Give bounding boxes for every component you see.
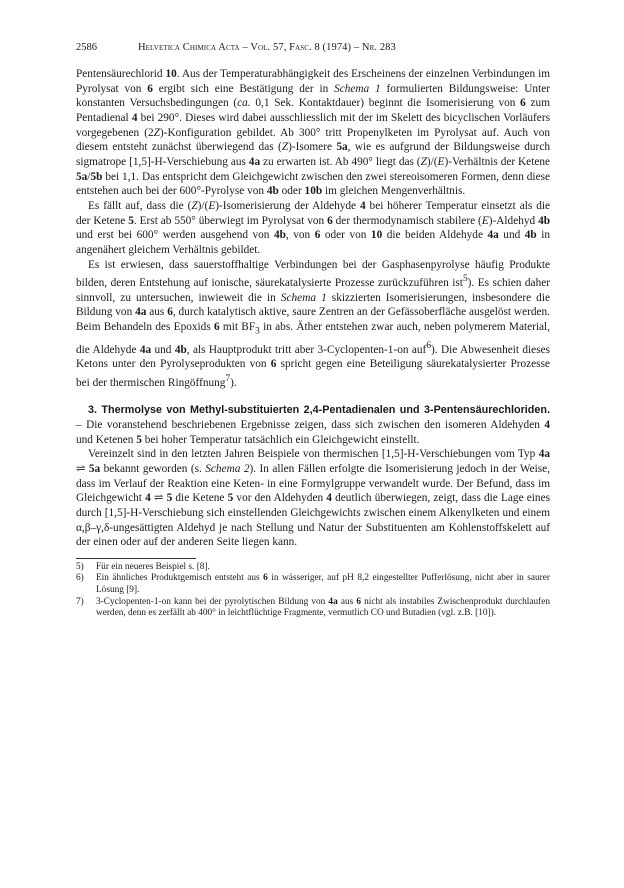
footnote-7 (76, 597, 550, 620)
footnote-text: Ein ähnliches Produktgemisch entsteht aus 6 in wässeriger, auf pH 8,2 eingestellter Pufferlösung, nicht aber in saurer Lösung [9]. (96, 573, 550, 596)
section-3-heading-paragraph: 3. Thermolyse von Methyl-substituierten 2,4-Pentadienalen und 3-Pentensäurechloriden. – Die voranstehend beschriebenen Ergebnisse zeigen, dass sich zwischen den isomeren Aldehyden 4 und Ketenen 5 bei hoher Temperatur tatsächlich ein Gleichgewicht einstellt. (76, 404, 550, 446)
page-number: 2586 (76, 42, 97, 53)
paragraph-4: Vereinzelt sind in den letzten Jahren Beispiele von thermischen [1,5]-H-Verschiebungen vom Typ 4a ⇌ 5a bekannt geworden (s. Schema 2). In allen Fällen erfolgte die Isomerisierung jedoch in der Weise, dass im Verlauf der Reaktion eine Keten- in eine Formylgruppe verwandelt wurde. Der Befund, dass im Gleichgewicht 4 ⇌ 5 die Ketene 5 vor den Aldehyden 4 deutlich überwiegen, zeigt, dass die Lage eines durch [1,5]-H-Verschiebung sich einstellenden Gleichgewichts zwischen einem Alkenylketen und einem α,β–γ,δ-ungesättigten Aldehyd je nach Stellung und Natur der Substituenten am Kohlenstoffskelett auf der einen oder auf der anderen Seite liegen kann. (76, 448, 550, 549)
footnote-5 (76, 562, 550, 574)
running-title: Helvetica Chimica Acta – Vol. 57, Fasc. 8 (1974) – Nr. 283 (138, 42, 396, 53)
footnote-mark: 5) (76, 561, 84, 572)
paragraph-2: Es fällt auf, dass die (Z)/(E)-Isomerisierung der Aldehyde 4 bei höherer Temperatur einsetzt als die der Ketene 5. Erst ab 550° überwiegt im Pyrolysat von 6 der thermodynamisch stabilere (E)-Aldehyd 4b und erst bei 600° werden ausgehend von 4b, von 6 oder von 10 die beiden Aldehyde 4a und 4b in angenähert gleichem Verhältnis gebildet. (76, 199, 550, 256)
footnote-6 (76, 573, 550, 596)
footnote-text: Für ein neueres Beispiel s. [8]. (96, 561, 210, 572)
footnote-mark: 7) (76, 596, 84, 607)
paragraph-3: Es ist erwiesen, dass sauerstoffhaltige Verbindungen bei der Gasphasenpyrolyse häufig Produkte bilden, deren Entstehung auf ionische, säurekatalysierte Prozesse zurückzuführen ist$^5$). Es schien daher sinnvoll, zu untersuchen, inwieweit die in Schema 1 skizzierten Isomerisierungen, insbesondere die Bildung von 4a aus 6, durch katalytisch aktive, saure Zentren an der Gefässoberfläche ausgelöst werden. Beim Behandeln des Epoxids 6 mit $BF_3$ in abs. Äther entstehen zwar auch, neben polymerem Material, die Aldehyde 4a und 4b, als Hauptprodukt tritt aber 3-Cyclopenten-1-on auf$^6$). Die Abwesenheit dieses Ketons unter den Pyrolyseprodukten von 6 spricht gegen eine Beteiligung säurekatalysierter Prozesse bei der thermischen Ringöffnung$^7$). (76, 258, 550, 389)
journal-page (76, 41, 550, 620)
page-header (76, 41, 550, 54)
footnote-divider (76, 558, 196, 559)
paragraph-1: Pentensäurechlorid 10. Aus der Temperaturabhängigkeit des Erscheinens der einzelnen Verbindungen im Pyrolysat von 6 ergibt sich eine Bestätigung der in Schema 1 formulierten Bildungsweise: Unter konstanten Versuchsbedingungen (ca. 0,1 Sek. Kontaktdauer) beginnt die Isomerisierung von 6 zum Pentadienal 4 bei 290°. Dieses wird dabei ausschliesslich mit der im Skelett des bicyclischen Vorläufers vorgegebenen (2Z)-Konfiguration gebildet. Ab 300° tritt Propenylketen im Pyrolysat auf. Auch von diesem entsteht zunächst überwiegend das (Z)-Isomere 5a, wie es aufgrund der Bildungsweise durch sigmatrope [1,5]-H-Verschiebung aus 4a zu erwarten ist. Ab 490° liegt das (Z)/(E)-Verhältnis der Ketene 5a/5b bei 1,1. Das entspricht dem Gleichgewicht zwischen den zwei stereoisomeren Formen, denn diese entstehen auch bei der 600°-Pyrolyse von 4b oder 10b im gleichen Mengenverhältnis. (76, 68, 551, 198)
footnote-text: 3-Cyclopenten-1-on kann bei der pyrolytischen Bildung von 4a aus 6 nicht als instabiles Zwischenprodukt durchlaufen werden, denn es zerfällt ab 400° in leichtflüchtige Fragmente, vermutlich CO und Butadien (vgl. z.B. [10]). (96, 596, 551, 619)
footnotes (76, 562, 550, 620)
footnote-mark: 6) (76, 573, 84, 584)
